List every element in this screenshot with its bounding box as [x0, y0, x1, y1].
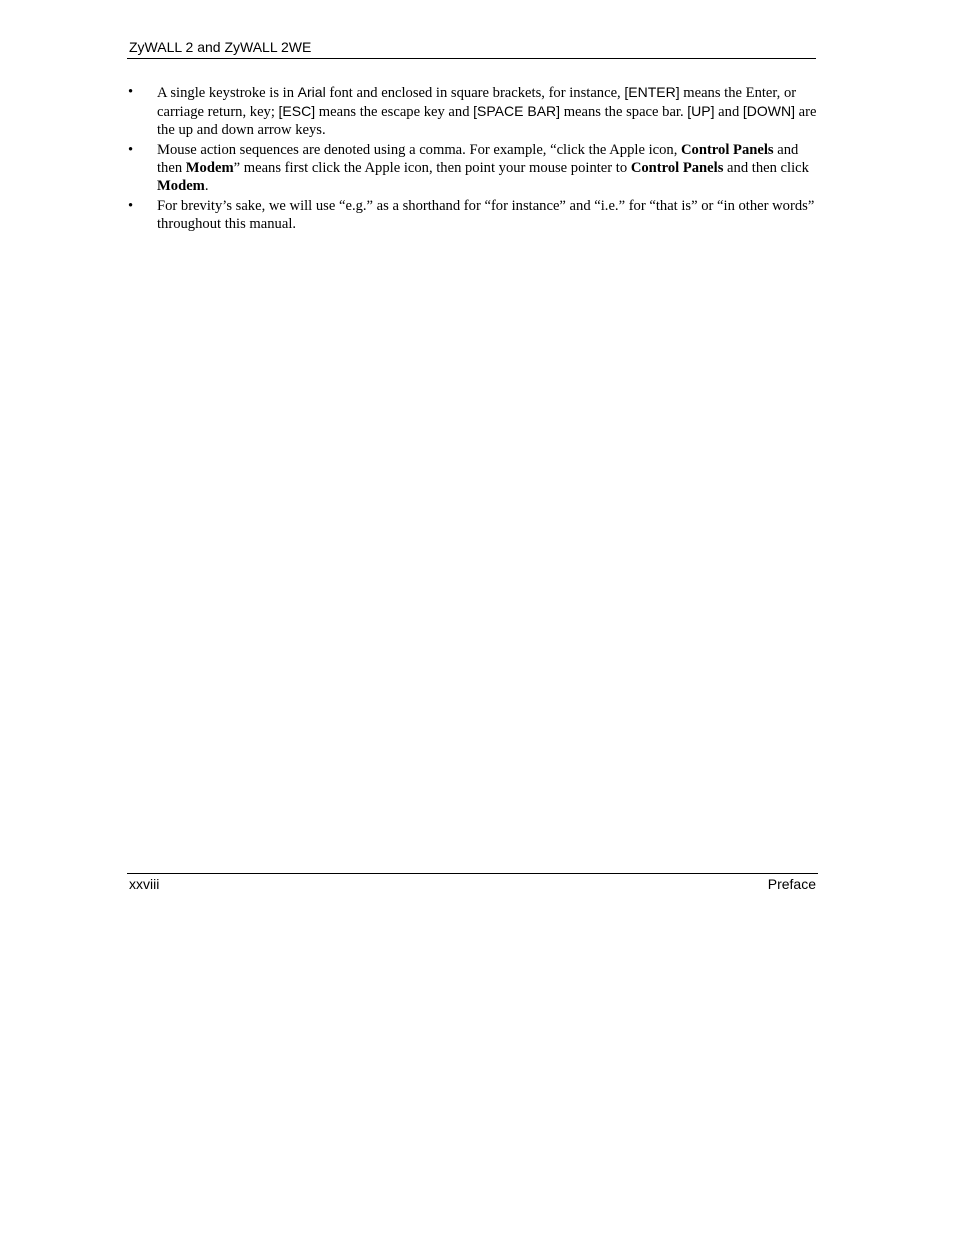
bold-term: Modem	[185, 160, 234, 176]
key-esc: [ESC]	[278, 103, 316, 119]
text-run: means the space bar.	[560, 104, 688, 120]
key-enter: [ENTER]	[624, 84, 680, 100]
text-run: and then click	[723, 160, 809, 176]
page-number: xxviii	[129, 876, 160, 892]
text-run: .	[204, 178, 209, 194]
text-run: ” means first click the Apple icon, then point your mouse pointer to	[233, 160, 631, 176]
bold-term: Control Panels	[681, 142, 774, 158]
header-title: ZyWALL 2 and ZyWALL 2WE	[129, 39, 312, 55]
bullet-icon: •	[128, 142, 134, 158]
section-name: Preface	[767, 876, 816, 892]
list-item-mouse-action	[128, 141, 817, 195]
text-run: means the Enter, or carriage return, key;	[157, 85, 797, 120]
text-run: For brevity’s sake, we will use “e.g.” as a shorthand for “for instance” and “i.e.” for “that is” or “in other words” throughout this manual.	[157, 198, 815, 232]
list-item-brevity	[128, 197, 817, 233]
bullet-icon: •	[128, 84, 134, 100]
bold-term: Control Panels	[630, 160, 724, 176]
text-run: and	[714, 104, 743, 120]
text-run: are the up and down arrow keys.	[157, 104, 817, 138]
key-up: [UP]	[687, 103, 715, 119]
page-footer	[127, 873, 818, 894]
bullet-icon: •	[128, 198, 134, 214]
font-example: Arial	[297, 84, 326, 100]
conventions-list	[128, 83, 817, 235]
bold-term: Modem	[157, 178, 205, 194]
text-run: and then	[157, 142, 799, 176]
text-run: A single keystroke is in	[157, 85, 298, 101]
text-run: font and enclosed in square brackets, for instance,	[325, 85, 625, 101]
key-space-bar: [SPACE BAR]	[473, 103, 561, 119]
text-run: means the escape key and	[315, 104, 474, 120]
page-header	[127, 38, 816, 59]
list-item-keystroke	[128, 83, 817, 139]
text-run: Mouse action sequences are denoted using a comma. For example, “click the Apple icon,	[157, 142, 681, 158]
key-down: [DOWN]	[742, 103, 796, 119]
